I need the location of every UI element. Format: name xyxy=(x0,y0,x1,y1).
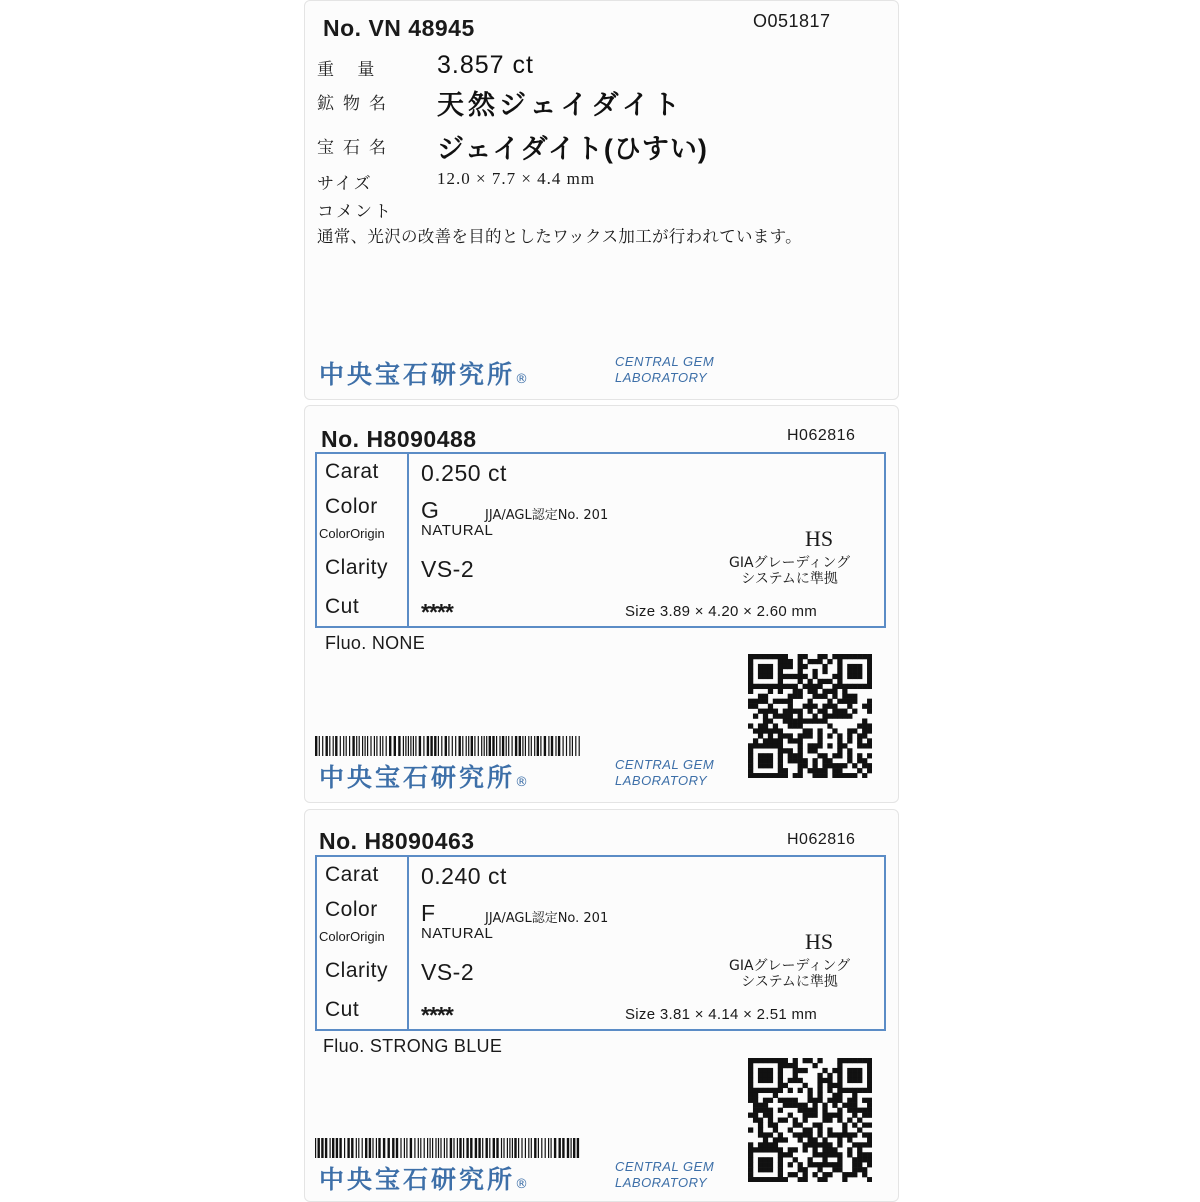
cut-value: **** xyxy=(421,599,453,625)
lab-logo xyxy=(319,355,528,391)
color-label: Color xyxy=(325,495,378,518)
carat-label: Carat xyxy=(325,460,379,483)
diamond-report-card xyxy=(304,809,899,1202)
gia-note-line1: GIAグレーディング xyxy=(729,555,851,571)
lab-name-en-line1: CENTRAL GEM xyxy=(615,757,715,772)
hs-mark: HS xyxy=(805,526,834,551)
registered-mark: ® xyxy=(515,1177,529,1192)
report-number: No. VN 48945 xyxy=(323,15,475,41)
color-origin-value: NATURAL xyxy=(421,925,494,942)
gia-note-line2: システムに準拠 xyxy=(741,571,838,587)
cut-value: **** xyxy=(421,1002,453,1028)
color-value: G xyxy=(421,497,440,523)
lab-name-jp: 中央宝石研究所 xyxy=(319,360,516,389)
lab-name-en-line1: CENTRAL GEM xyxy=(615,354,715,369)
table-divider xyxy=(407,857,409,1029)
lab-name-jp: 中央宝石研究所 xyxy=(319,1165,516,1194)
color-label: Color xyxy=(325,898,378,921)
lab-name-jp: 中央宝石研究所 xyxy=(319,763,516,792)
gia-note xyxy=(729,958,850,990)
qr-code-icon xyxy=(748,1058,872,1182)
lab-name-en-line1: CENTRAL GEM xyxy=(615,1159,715,1174)
report-code: O051817 xyxy=(753,11,831,31)
report-code: H062816 xyxy=(787,427,856,444)
barcode-icon xyxy=(315,736,581,756)
gia-note-line2: システムに準拠 xyxy=(741,974,838,990)
color-value: F xyxy=(421,900,436,926)
lab-name-en-line2: LABORATORY xyxy=(615,370,708,385)
fluorescence: Fluo. STRONG BLUE xyxy=(323,1036,503,1056)
lab-logo xyxy=(319,1160,528,1196)
lab-name-en-line2: LABORATORY xyxy=(615,1175,708,1190)
certification-note: JJA/AGL認定No. 201 xyxy=(485,911,609,926)
size-label: サイズ xyxy=(317,174,373,194)
carat-value: 0.250 ct xyxy=(421,460,507,486)
hs-mark: HS xyxy=(805,929,834,954)
lab-name-en-line2: LABORATORY xyxy=(615,773,708,788)
size-value: Size 3.81 × 4.14 × 2.51 mm xyxy=(625,1006,818,1023)
clarity-value: VS-2 xyxy=(421,556,475,582)
fluorescence: Fluo. NONE xyxy=(325,633,426,653)
size-value: 12.0 × 7.7 × 4.4 mm xyxy=(437,169,596,188)
qr-code-icon xyxy=(748,654,872,778)
color-origin-value: NATURAL xyxy=(421,522,494,539)
certification-note: JJA/AGL認定No. 201 xyxy=(485,508,609,523)
cut-label: Cut xyxy=(325,998,360,1021)
registered-mark: ® xyxy=(515,775,529,790)
report-number: No. H8090488 xyxy=(321,426,477,452)
mineral-label: 鉱物名 xyxy=(317,94,395,114)
barcode-icon xyxy=(315,1138,581,1158)
registered-mark: ® xyxy=(515,372,529,387)
clarity-label: Clarity xyxy=(325,556,389,579)
diamond-report-card xyxy=(304,405,899,803)
color-origin-label: ColorOrigin xyxy=(319,929,385,944)
lab-name-en xyxy=(615,757,714,789)
gia-note-line1: GIAグレーディング xyxy=(729,958,851,974)
report-code: H062816 xyxy=(787,831,856,848)
grading-table xyxy=(315,855,886,1031)
color-origin-label: ColorOrigin xyxy=(319,526,385,541)
lab-name-en xyxy=(615,1159,714,1191)
lab-logo xyxy=(319,758,528,794)
lab-name-en xyxy=(615,354,714,386)
gia-note xyxy=(729,555,850,587)
size-value: Size 3.89 × 4.20 × 2.60 mm xyxy=(625,603,818,620)
clarity-label: Clarity xyxy=(325,959,389,982)
comment-label: コメント xyxy=(317,202,393,222)
carat-label: Carat xyxy=(325,863,379,886)
weight-label: 重 量 xyxy=(317,60,384,80)
jade-report-card xyxy=(304,0,899,400)
grading-table xyxy=(315,452,886,628)
mineral-value: 天然ジェイダイト xyxy=(437,90,684,120)
gem-name-label: 宝石名 xyxy=(317,138,395,158)
table-divider xyxy=(407,454,409,626)
weight-value: 3.857 ct xyxy=(437,51,534,79)
gem-name-value: ジェイダイト(ひすい) xyxy=(437,134,708,164)
comment-text: 通常、光沢の改善を目的としたワックス加工が行われています。 xyxy=(317,227,802,246)
carat-value: 0.240 ct xyxy=(421,863,507,889)
report-number: No. H8090463 xyxy=(319,828,475,854)
clarity-value: VS-2 xyxy=(421,959,475,985)
cut-label: Cut xyxy=(325,595,360,618)
